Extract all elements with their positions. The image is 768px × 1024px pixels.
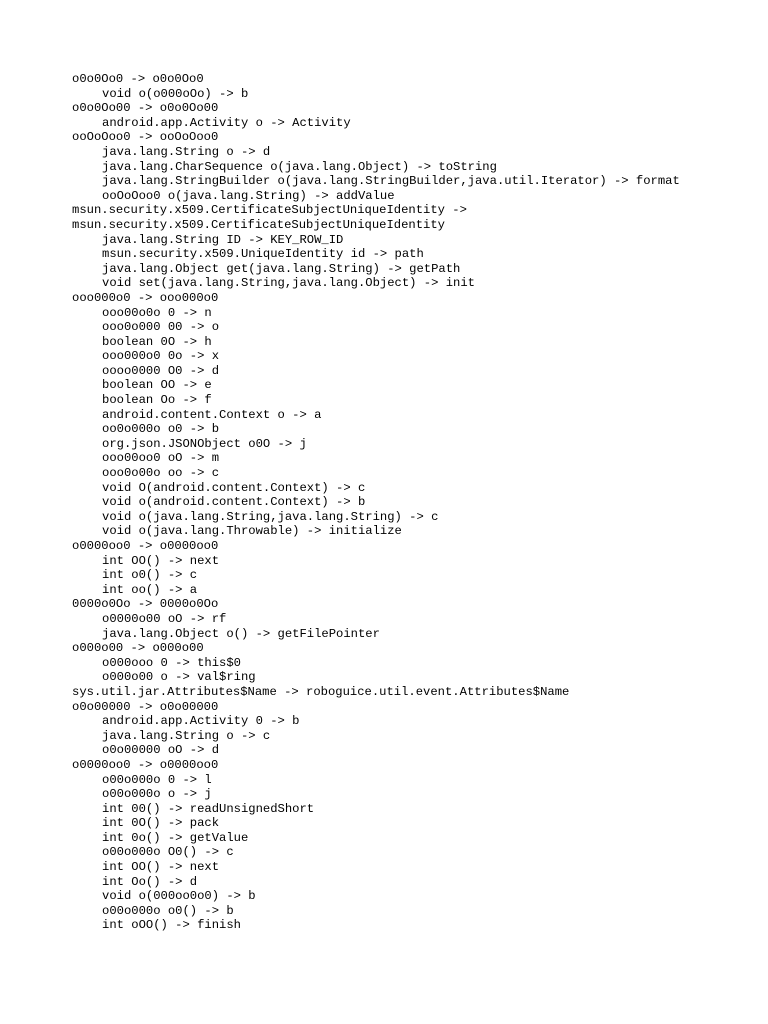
- member-mapping-line: o000o00 o -> val$ring: [102, 670, 256, 685]
- member-mapping-line: boolean Oo -> f: [102, 393, 212, 408]
- member-mapping-line: o00o000o 0 -> l: [102, 772, 212, 787]
- member-mapping-line: org.json.JSONObject o0O -> j: [102, 436, 307, 451]
- member-mapping-line: int 0o() -> getValue: [102, 830, 249, 845]
- member-mapping-line: ooo000o0 0o -> x: [102, 349, 220, 364]
- member-mapping-line: void o(o000oOo) -> b: [102, 86, 249, 101]
- member-mapping-line: int o0() -> c: [102, 568, 198, 583]
- class-mapping-line: o0000oo0 -> o0000oo0: [72, 757, 219, 772]
- member-mapping-line: java.lang.StringBuilder o(java.lang.StringBuilder,java.util.Iterator) -> format: [102, 174, 680, 189]
- member-mapping-line: o00o000o O0() -> c: [102, 845, 234, 860]
- class-mapping-line: ooo000o0 -> ooo000o0: [72, 290, 219, 305]
- member-mapping-line: msun.security.x509.UniqueIdentity id -> path: [102, 247, 424, 262]
- member-mapping-line: java.lang.CharSequence o(java.lang.Object) -> toString: [102, 159, 497, 174]
- member-mapping-line: java.lang.String o -> c: [102, 728, 271, 743]
- class-mapping-line: msun.security.x509.CertificateSubjectUniqueIdentity ->: [72, 203, 467, 218]
- member-mapping-line: java.lang.String o -> d: [102, 144, 271, 159]
- class-mapping-line: msun.security.x509.CertificateSubjectUniqueIdentity: [72, 217, 445, 232]
- member-mapping-line: o00o000o o -> j: [102, 787, 212, 802]
- member-mapping-line: int oo() -> a: [102, 582, 198, 597]
- member-mapping-line: void o(android.content.Context) -> b: [102, 495, 366, 510]
- member-mapping-line: android.app.Activity o -> Activity: [102, 115, 351, 130]
- member-mapping-line: android.app.Activity 0 -> b: [102, 714, 300, 729]
- member-mapping-line: o0000o00 oO -> rf: [102, 611, 227, 626]
- class-mapping-line: o0o00000 -> o0o00000: [72, 699, 219, 714]
- member-mapping-line: void O(android.content.Context) -> c: [102, 480, 366, 495]
- member-mapping-line: boolean 0O -> h: [102, 334, 212, 349]
- class-mapping-line: o0o0Oo00 -> o0o0Oo00: [72, 101, 219, 116]
- member-mapping-line: ooo0o00o oo -> c: [102, 466, 220, 481]
- member-mapping-line: o00o000o o0() -> b: [102, 903, 234, 918]
- member-mapping-line: oo0o000o o0 -> b: [102, 422, 220, 437]
- class-mapping-line: o0o0Oo0 -> o0o0Oo0: [72, 72, 204, 86]
- member-mapping-line: int OO() -> next: [102, 553, 220, 568]
- class-mapping-line: sys.util.jar.Attributes$Name -> roboguice.util.event.Attributes$Name: [72, 684, 570, 699]
- class-mapping-line: o000o00 -> o000o00: [72, 641, 204, 656]
- member-mapping-line: int 0O() -> pack: [102, 816, 220, 831]
- member-mapping-line: java.lang.String ID -> KEY_ROW_ID: [102, 232, 344, 247]
- member-mapping-line: int oOO() -> finish: [102, 918, 241, 933]
- member-mapping-line: int Oo() -> d: [102, 874, 198, 889]
- member-mapping-line: int OO() -> next: [102, 860, 220, 875]
- member-mapping-line: boolean OO -> e: [102, 378, 212, 393]
- member-mapping-line: oooo0000 O0 -> d: [102, 363, 220, 378]
- member-mapping-line: ooo0o000 00 -> o: [102, 320, 220, 335]
- member-mapping-line: ooOoOoo0 o(java.lang.String) -> addValue: [102, 188, 395, 203]
- member-mapping-line: java.lang.Object o() -> getFilePointer: [102, 626, 380, 641]
- member-mapping-line: android.content.Context o -> a: [102, 407, 322, 422]
- member-mapping-line: ooo00o0o 0 -> n: [102, 305, 212, 320]
- class-mapping-line: o0000oo0 -> o0000oo0: [72, 539, 219, 553]
- member-mapping-line: o0o00000 oO -> d: [102, 743, 220, 758]
- member-mapping-line: ooo00oo0 oO -> m: [102, 451, 220, 466]
- member-mapping-line: void o(java.lang.String,java.lang.String) -> c: [102, 509, 439, 524]
- member-mapping-line: int 00() -> readUnsignedShort: [102, 801, 315, 816]
- mapping-document: [72, 72, 722, 933]
- member-mapping-line: void o(000oo0o0) -> b: [102, 889, 256, 904]
- member-mapping-line: void set(java.lang.String,java.lang.Object) -> init: [102, 276, 475, 291]
- member-mapping-line: o000ooo 0 -> this$0: [102, 655, 241, 670]
- member-mapping-line: java.lang.Object get(java.lang.String) -> getPath: [102, 261, 461, 276]
- class-mapping-line: 0000o0Oo -> 0000o0Oo: [72, 597, 219, 612]
- member-mapping-line: void o(java.lang.Throwable) -> initialize: [102, 524, 402, 539]
- class-mapping-line: ooOoOoo0 -> ooOoOoo0: [72, 130, 219, 145]
